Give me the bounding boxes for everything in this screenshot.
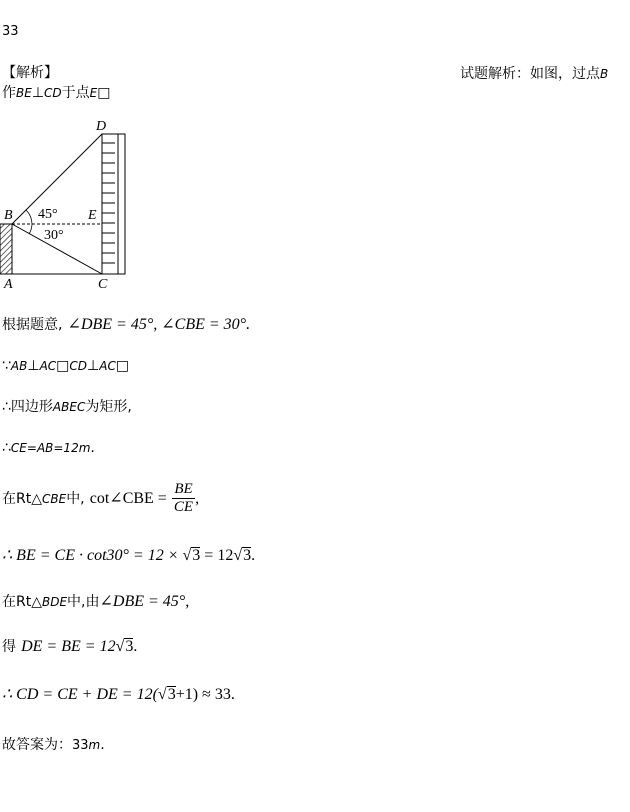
- fraction-be-ce: $\frac{BE}{CE}$: [173, 481, 194, 515]
- line-4: ∴CE=AB=12m.: [2, 440, 95, 456]
- line-10: 故答案为：33m.: [2, 737, 105, 753]
- angle-label-30: 30°: [44, 228, 64, 243]
- line-8: 得 DE = BE = 12√3.: [2, 638, 138, 655]
- line-1: 根据题意, ∠DBE = 45°, ∠CBE = 30°.: [2, 316, 251, 333]
- angle-label-45: 45°: [38, 207, 58, 222]
- label-d: D: [96, 119, 107, 134]
- analysis-intro: 试题解析：如图，过点B: [460, 66, 609, 82]
- geometry-figure: [0, 115, 140, 295]
- label-a: A: [4, 277, 13, 292]
- line-3: ∴四边形ABEC为矩形,: [2, 399, 132, 415]
- line-5: 在Rt△CBE中, cot∠CBE = $\frac{BE}{CE}$ ,: [2, 481, 200, 515]
- question-number: 33: [2, 24, 19, 39]
- construction-line: 作BE⊥CD于点E□: [2, 85, 111, 101]
- label-c: C: [98, 277, 108, 292]
- angle-arc-30: [29, 224, 32, 234]
- line-6: ∴ BE = CE · cot30° = 12 × √3 = 12√3.: [2, 547, 256, 564]
- label-e: E: [88, 208, 97, 223]
- line-7: 在Rt△BDE中,由∠DBE = 45°,: [2, 593, 190, 610]
- line-9: ∴ CD = CE + DE = 12(√3+1) ≈ 33.: [2, 686, 235, 703]
- pole-ab: [0, 224, 12, 274]
- angle-arc-45: [26, 210, 32, 224]
- line-2: ∵AB⊥AC□CD⊥AC□: [2, 358, 130, 374]
- label-b: B: [4, 208, 13, 223]
- analysis-label: 【解析】: [2, 65, 58, 81]
